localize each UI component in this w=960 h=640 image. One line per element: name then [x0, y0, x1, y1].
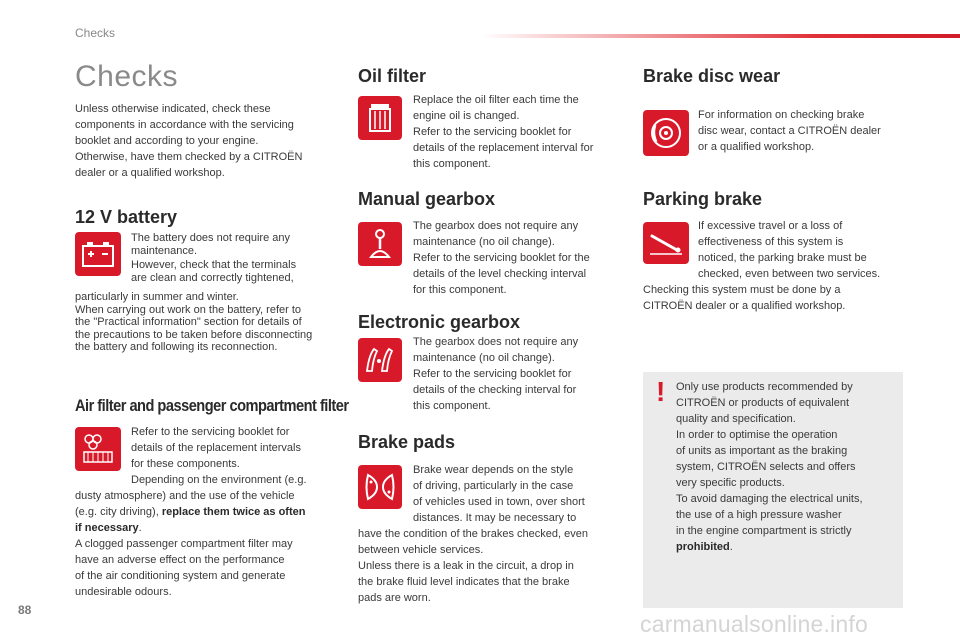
oil-filter-heading: Oil filter	[358, 66, 427, 86]
electronic-gearbox-heading: Electronic gearbox	[358, 312, 521, 332]
brake-pads-text-indented: Brake wear depends on the style of driving, particularly in the case of vehicles used in town, over short distances. It may be necessary to	[413, 464, 585, 524]
oil-filter-text: Replace the oil filter each time the engine oil is changed. Refer to the servicing booklet for details of the replacement interval for this component.	[413, 94, 594, 170]
header-section-label: Checks	[75, 26, 116, 40]
parking-brake-text-indented: If excessive travel or a loss of effectiveness of this system is noticed, the parking brake must be checked, even between two services.	[698, 220, 881, 280]
manual-gearbox-heading: Manual gearbox	[358, 189, 496, 209]
brake-pads-text: have the condition of the brakes checked, even between vehicle services. Unless there is a leak in the circuit, a drop in the brake fluid level indicates that the brake pads are worn.	[358, 528, 588, 604]
air-filter-text: dusty atmosphere) and the use of the vehicle (e.g. city driving), replace them twice as often if necessary. A clogged passenger compartment filter may have an adverse effect on the performance of the air conditioning system and generate undesirable odours.	[75, 490, 306, 598]
brake-pads-heading: Brake pads	[358, 432, 456, 452]
header-accent-line	[480, 34, 960, 38]
warning-text: Only use products recommended by CITROËN or products of equivalent quality and specification. In order to optimise the operation of units as important as the braking system, CITROËN selects and offers very specific products. To avoid damaging the electrical units, the use of a high pressure washer in the engine compartment is strictly prohibited.	[676, 381, 863, 553]
brake-disc-icon	[643, 110, 689, 156]
brake-disc-heading: Brake disc wear	[643, 66, 781, 86]
gear-lever-icon	[358, 222, 402, 266]
brake-pads-icon	[358, 465, 402, 509]
brake-disc-text: For information on checking brake disc wear, contact a CITROËN dealer or a qualified workshop.	[698, 109, 881, 153]
battery-icon	[75, 232, 121, 276]
intro-paragraph: Unless otherwise indicated, check these components in accordance with the servicing booklet and according to your engine. Otherwise, have them checked by a CITROËN dealer or a qualified workshop.	[75, 103, 303, 179]
parking-brake-text: Checking this system must be done by a CITROËN dealer or a qualified workshop.	[643, 284, 846, 312]
oil-filter-icon	[358, 96, 402, 140]
electronic-gearbox-icon	[358, 338, 402, 382]
air-filter-text-indented: Refer to the servicing booklet for details of the replacement intervals for these components. Depending on the environment (e.g.	[131, 426, 307, 486]
air-filter-heading: Air filter and passenger compartment filter	[75, 396, 349, 415]
page-title: Checks	[75, 60, 179, 93]
parking-brake-heading: Parking brake	[643, 189, 763, 209]
battery-text-indented: The battery does not require any maintenance. However, check that the terminals are clean and correctly tightened,	[131, 232, 297, 284]
battery-text: particularly in summer and winter. When carrying out work on the battery, refer to the "Practical information" section for details of the precautions to be taken before disconnecting the battery and following its reconnection.	[75, 291, 313, 353]
air-filter-icon	[75, 427, 121, 471]
watermark: carmanualsonline.info	[640, 611, 868, 637]
parking-brake-icon	[643, 222, 689, 264]
battery-heading: 12 V battery	[75, 207, 178, 227]
page-number: 88	[18, 603, 32, 617]
manual-gearbox-text: The gearbox does not require any maintenance (no oil change). Refer to the servicing booklet for the details of the level checking interval for this component.	[413, 220, 590, 296]
electronic-gearbox-text: The gearbox does not require any maintenance (no oil change). Refer to the servicing booklet for details of the checking interval for this component.	[413, 336, 579, 412]
warning-icon: !	[656, 376, 666, 407]
